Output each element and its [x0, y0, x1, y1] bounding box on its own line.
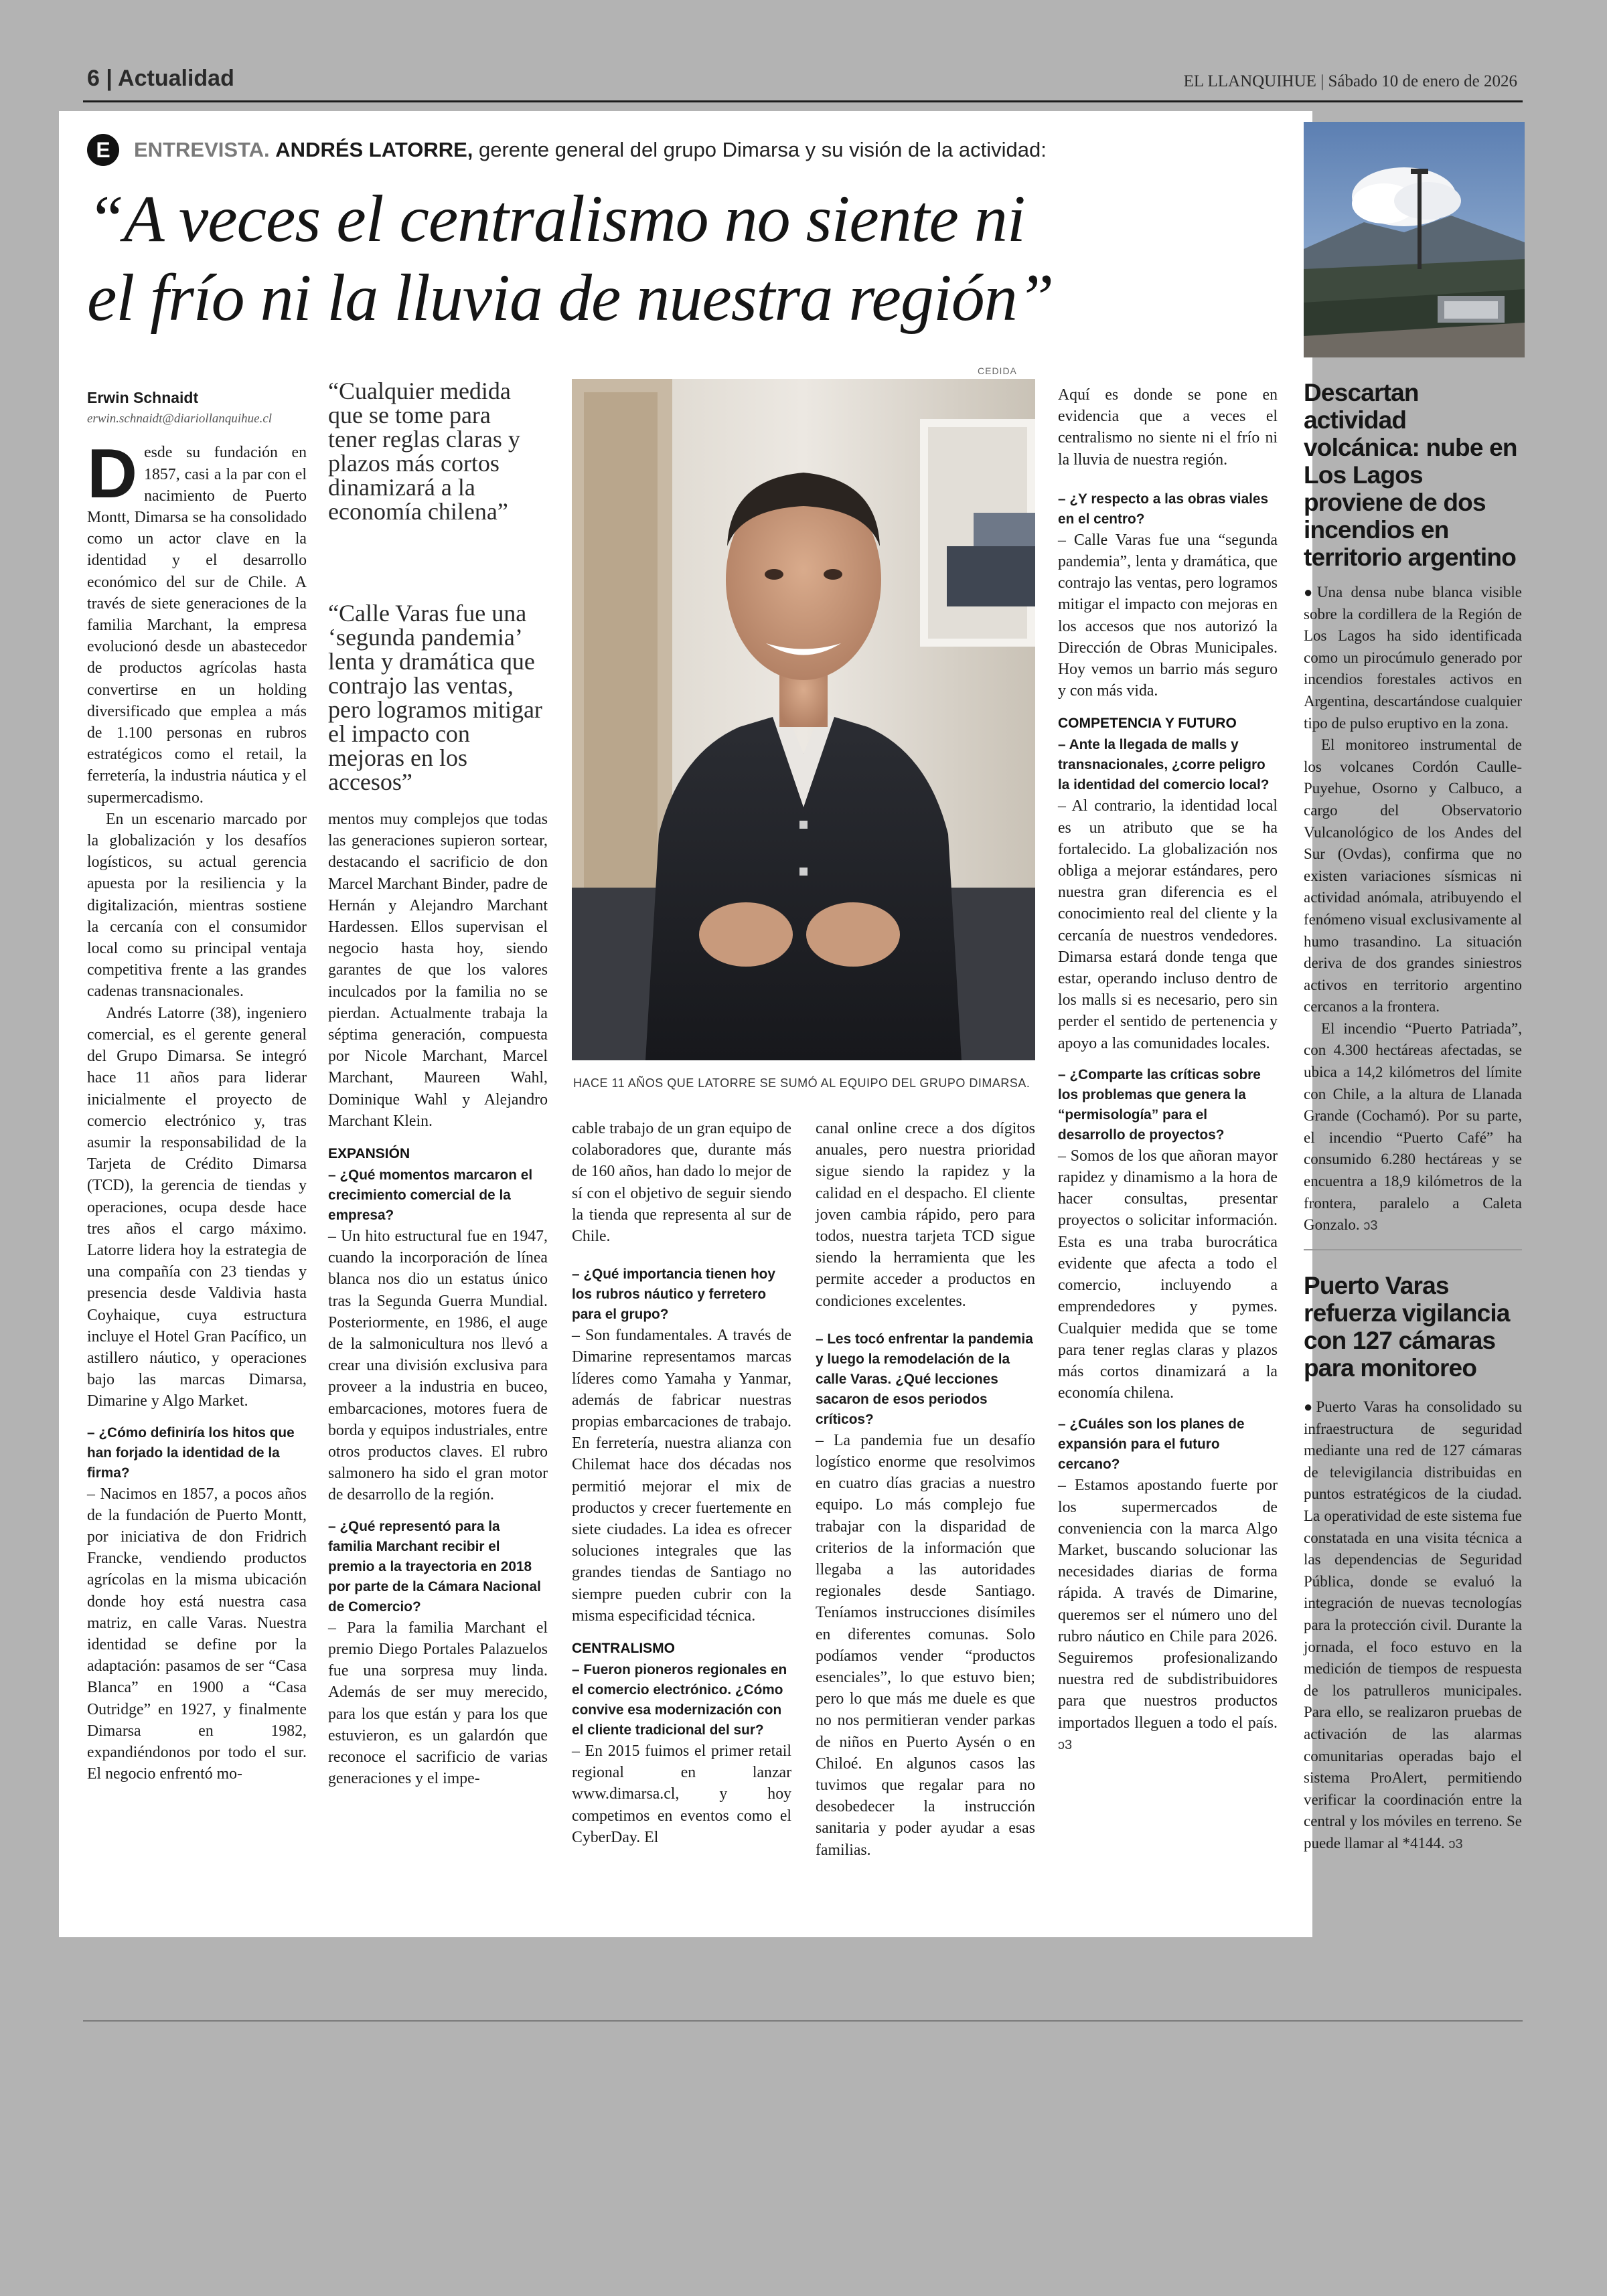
- article-kicker: [87, 133, 1259, 173]
- kicker-label: ENTREVISTA.: [134, 138, 270, 161]
- question: – ¿Y respecto a las obras viales en el centro?: [1058, 491, 1269, 527]
- header-rule: [83, 100, 1523, 102]
- kicker-name: ANDRÉS LATORRE,: [275, 138, 473, 161]
- sidebar-story-cameras: [1304, 1272, 1522, 1855]
- answer: – En 2015 fuimos el primer retail regional en lanzar www.dimarsa.cl, y hoy competimos en eventos como el CyberDay. El: [572, 1742, 791, 1846]
- answer: – Somos de los que añoran mayor rapidez y dinamismo a la hora de hacer consultas, presentar proyectos o solicitar información. Esta es una traba burocrática evidente que afecta a todo el comercio, incluyendo a emprendedores y pymes. Cualquier medida que se tome para tener reglas claras y plazos más cortos dinamizará a la economía chilena.: [1058, 1147, 1278, 1402]
- interview-badge-icon: E: [87, 134, 119, 166]
- end-mark-icon: ↄ3: [1448, 1836, 1463, 1852]
- question: – ¿Cómo definiría los hitos que han forjado la identidad de la firma?: [87, 1424, 295, 1481]
- interviewee-photo: [572, 379, 1035, 1060]
- question: – ¿Cuáles son los planes de expansión para el futuro cercano?: [1058, 1416, 1245, 1473]
- section-label: 6 | Actualidad: [87, 66, 234, 91]
- question: – ¿Comparte las críticas sobre los problemas que genera la “permisología” para el desarrollo de proyectos?: [1058, 1066, 1261, 1143]
- sidebar-lead-text: Una densa nube blanca visible sobre la cordillera de la Región de Los Lagos ha sido identificada como un pirocúmulo generado por incendios forestales activos en Argentina, descartándose cualquier tipo de pulso eruptivo en la zona.: [1304, 584, 1522, 732]
- pull-quote-1: “Cualquier medida que se tome para tener reglas claras y plazos más cortos dinamizará a la economía chilena”: [328, 378, 520, 525]
- question: – ¿Qué representó para la familia Marchant recibir el premio a la trayectoria en 2018 por parte de la Cámara Nacional de Comercio?: [328, 1518, 541, 1615]
- question: – Les tocó enfrentar la pandemia y luego la remodelación de la calle Varas. ¿Qué lecciones sacaron de esos periodos críticos?: [816, 1331, 1033, 1427]
- page-bottom-rule: [83, 2020, 1523, 2022]
- paragraph: Aquí es donde se pone en evidencia que a veces el centralismo no siente ni el frío ni la lluvia de nuestra región.: [1058, 386, 1278, 469]
- paragraph: En un escenario marcado por la globalización y los desafíos logísticos, su actual gerencia apuesta por la resiliencia y la digitalización, mientras sostiene la cercanía con el consumidor local como su principal ventaja competitiva frente a las grandes cadenas transnacionales.: [87, 810, 307, 1001]
- paragraph: Andrés Latorre (38), ingeniero comercial, es el gerente general del Grupo Dimarsa. Se integró hace 11 años para liderar inicialmente el proyecto de comercio electrónico y, tras asumir la responsabilidad de la Tarjeta de Crédito Dimarsa (TCD), la gerencia de tiendas y operaciones, ocupa desde hace tres años el cargo máximo. Latorre lidera hoy la estrategia de una compañía con 23 tiendas y presencia desde Valdivia hasta Coyhaique, cuya estructura incluye el Hotel Gran Pacífico, un astillero náutico, y operaciones bajo las marcas Dimarsa, Dimarine y Algo Market.: [87, 1004, 307, 1410]
- sidebar-headline: Descartan actividad volcánica: nube en Los Lagos proviene de dos incendios en territorio argentino: [1304, 379, 1517, 571]
- volcanic-cloud-photo-graphic: [1304, 122, 1525, 357]
- pull-quote-2: “Calle Varas fue una ‘segunda pandemia’ lenta y dramática que contrajo las ventas, pero logramos mitigar el impacto con mejoras en los accesos”: [328, 600, 542, 795]
- lead-text: esde su fundación en 1857, casi a la par con el nacimiento de Puerto Montt, Dimarsa se ha consolidado como un actor clave en la identidad y el desarrollo económico del sur de Chile. A través de siete generaciones de la familia Marchant, la empresa evolucionó desde un abastecedor de productos agrícolas hasta convertirse en un holding diversificado que emplea a más de 1.100 personas en rubros estratégicos como el retail, la ferretería, la industria náutica y el supermercadismo.: [87, 444, 307, 807]
- article-column-5: [1058, 384, 1278, 1756]
- question: – Fueron pioneros regionales en el comercio electrónico. ¿Cómo convive esa modernización con el cliente tradicional del sur?: [572, 1662, 787, 1738]
- answer: – Son fundamentales. A través de Dimarine representamos marcas líderes como Yamaha y Yanmar, además de fabricar nuestras propias embarcaciones de trabajo. En ferretería, nuestra alianza con Chilemat hace dos décadas nos permitió mejorar el mix de productos y crecer fuertemente en siete ciudades. La idea es ofrecer soluciones integrales que las grandes tiendas de Santiago no siempre pueden cubrir con la misma especificidad técnica.: [572, 1327, 791, 1625]
- byline-name: Erwin Schnaidt: [87, 389, 199, 406]
- sidebar-paragraph: [1304, 582, 1522, 734]
- article-column-4: [816, 1118, 1035, 1861]
- answer: – Para la familia Marchant el premio Diego Portales Palazuelos fue una sorpresa muy linda. Además de ser muy merecido, para los que están y para los que estuvieron, es un galardón que reconoce el sacrificio de varias generaciones y el impe-: [328, 1619, 548, 1788]
- kicker-text: [134, 138, 1047, 162]
- paragraph: canal online crece a dos dígitos anuales, pero nuestra prioridad sigue siendo la rapidez y la calidad en el despacho. El cliente joven cambia rápido, pero para todos, nuestra tarjeta TCD sigue siendo la herramienta que les permite acceder a productos en condiciones excelentes.: [816, 1120, 1035, 1310]
- photo-caption: HACE 11 AÑOS QUE LATORRE SE SUMÓ AL EQUIPO DEL GRUPO DIMARSA.: [573, 1076, 1030, 1090]
- page-header: [83, 64, 1523, 102]
- lead-paragraph: [87, 435, 307, 808]
- section-heading: EXPANSIÓN: [328, 1146, 410, 1162]
- article-column-2: [328, 809, 548, 1789]
- sidebar-headline: Puerto Varas refuerza vigilancia con 127 cámaras para monitoreo: [1304, 1272, 1510, 1382]
- headline-line-1: “A veces el centralismo no siente ni: [87, 181, 1025, 256]
- article-headline: [87, 179, 1292, 337]
- sidebar-body: [1304, 1396, 1522, 1855]
- bullet-icon: ●: [1304, 584, 1317, 600]
- drop-cap: D: [87, 435, 138, 513]
- answer: – Un hito estructural fue en 1947, cuando la incorporación de línea blanca nos dio un estatus único tras la Segunda Guerra Mundial. Posteriormente, en 1986, el auge de la salmonicultura nos llevó a crear una división exclusiva para proveer a la industria en buceo, embarcaciones, motores fuera de borda y equipos industriales, entre otros productos claves. El rubro salmonero ha sido el gran motor de desarrollo de la región.: [328, 1228, 548, 1504]
- interviewee-photo-graphic: [572, 379, 1035, 1060]
- volcanic-cloud-photo: [1304, 122, 1525, 357]
- question: – Ante la llegada de malls y transnacionales, ¿corre peligro la identidad del comercio local?: [1058, 737, 1270, 793]
- sidebar-paragraph: El monitoreo instrumental de los volcanes Cordón Caulle-Puyehue, Osorno y Calbuco, a cargo del Observatorio Vulcanológico de los Andes del Sur (Ovdas), confirma que no existen variaciones sísmicas ni actividad anómala, atribuyendo el fenómeno visual exclusivamente al humo trasandino. La situación deriva de dos grandes siniestros activos en territorio argentino cercanos a la frontera.: [1304, 736, 1522, 1015]
- article-column-3: [572, 1118, 791, 1848]
- answer-text: – Estamos apostando fuerte por los supermercados de conveniencia con la marca Algo Market, buscando solucionar las necesidades diarias de forma rápida. A través de Dimarine, queremos ser el número uno del rubro náutico en Chile para 2026. Seguiremos profesionalizando nuestra red de subdistribuidores para que nuestros productos importados lleguen a todo el país.: [1058, 1477, 1278, 1732]
- answer: – La pandemia fue un desafío logístico enorme que resolvimos en cuatro días gracias a nuestro equipo. Lo más complejo fue trabajar con la disparidad de criterios de la información que llegaba a las autoridades regionales desde Santiago. Teníamos instrucciones disímiles en diferentes comunas. Solo podíamos vender “productos esenciales”, lo que estuvo bien; pero lo que más me duele es que no nos permitieran vender parkas de niños en Puerto Aysén o en Chiloé. En algunos casos las tuvimos que regalar para no desobedecer la instrucción sanitaria y poder ayudar a esas familias.: [816, 1431, 1035, 1859]
- sidebar-lead-text: Puerto Varas ha consolidado su infraestructura de seguridad mediante una red de 127 cámaras de televigilancia distribuidas en puntos estratégicos de la ciudad. La operatividad de este sistema fue constatada en una visita técnica a las dependencias de Seguridad Pública, donde se evaluó la integración de nuevas tecnologías para la protección civil. Durante la jornada, el foco estuvo en la medición de tiempos de respuesta de los patrulleros municipales. Para ello, se realizaron pruebas de activación de las alarmas comunitarias operadas bajo el sistema ProAlert, permitiendo verificar la coordinación entre la central y los móviles en terreno. Se puede llamar al *4144.: [1304, 1398, 1523, 1852]
- sidebar-paragraph: [1304, 1018, 1522, 1237]
- sidebar-divider: [1304, 1249, 1522, 1250]
- question: – ¿Qué momentos marcaron el crecimiento comercial de la empresa?: [328, 1167, 533, 1224]
- question: – ¿Qué importancia tienen hoy los rubros náutico y ferretero para el grupo?: [572, 1266, 775, 1323]
- paragraph: cable trabajo de un gran equipo de colaboradores que, durante más de 160 años, han dado lo mejor de sí con el objetivo de seguir siendo la tienda que representa al sur de Chile.: [572, 1120, 791, 1246]
- answer: – Al contrario, la identidad local es un atributo que se ha fortalecido. La globalización nos obliga a mejorar estándares, pero nuestra gran diferencia es el conocimiento real del cliente y la cercanía de nuestros vendedores. Dimarsa estará donde tenga que estar, operando incluso dentro de los malls si es necesario, pero sin perder el sentido de pertenencia y apoyo a las comunidades locales.: [1058, 797, 1278, 1052]
- kicker-description: gerente general del grupo Dimarsa y su visión de la actividad:: [473, 138, 1047, 161]
- paragraph: mentos muy complejos que todas las generaciones supieron sortear, destacando el sacrificio de don Marcel Marchant Binder, padre de Hernán y Alejandro Marchant Hardessen. Ellos supervisan el negocio hasta hoy, siendo garantes de que los valores inculcados por la familia no se pierdan. Actualmente trabaja la séptima generación, compuesta por Nicole Marchant, Marcel Marchant, Maureen Wahl, Dominique Wahl y Alejandro Marchant Klein.: [328, 811, 548, 1130]
- end-mark-icon: ↄ3: [1363, 1218, 1378, 1234]
- article-column-1: [87, 387, 307, 1785]
- answer: [1058, 1475, 1278, 1756]
- photo-credit: CEDIDA: [978, 365, 1017, 376]
- sidebar-body: [1304, 582, 1522, 1237]
- headline-line-2: el frío ni la lluvia de nuestra región”: [87, 260, 1054, 335]
- sidebar-story-volcanic: [1304, 379, 1522, 1237]
- answer: – Calle Varas fue una “segunda pandemia”, lenta y dramática, que contrajo las ventas, pero logramos mitigar el impacto con mejoras en los accesos que nos autorizó la Dirección de Obras Municipales. Hoy vemos un barrio más seguro y con más vida.: [1058, 531, 1278, 700]
- bullet-icon: ●: [1304, 1398, 1316, 1415]
- byline-email: erwin.schnaidt@diariollanquihue.cl: [87, 412, 273, 426]
- sidebar-text: El incendio “Puerto Patriada”, con 4.300 hectáreas afectadas, se ubica a 14,2 kilómetros del límite con Chile, a la altura de Llanada Grande (Cochamó). Por su parte, el incendio “Puerto Café” ha consumido 6.280 hectáreas y se encuentra a 18,9 kilómetros de la frontera, paralelo a Caleta Gonzalo.: [1304, 1019, 1522, 1234]
- publication-date: EL LLANQUIHUE | Sábado 10 de enero de 2026: [1183, 72, 1517, 90]
- section-heading: CENTRALISMO: [572, 1641, 675, 1657]
- end-mark-icon: ↄ3: [1058, 1737, 1073, 1752]
- answer: – Nacimos en 1857, a pocos años de la fundación de Puerto Montt, por iniciativa de don Fridrich Francke, vendiendo productos agrícolas en la misma ubicación donde hoy está nuestra casa matriz, en calle Varas. Nuestra identidad se define por la adaptación: pasamos de ser “Casa Blanca” en 1900 a “Casa Outridge” en 1927, y finalmente Dimarsa en 1982, expandiéndonos por todo el sur. El negocio enfrentó mo-: [87, 1485, 307, 1783]
- sidebar-paragraph: [1304, 1396, 1522, 1855]
- section-heading: COMPETENCIA Y FUTURO: [1058, 716, 1237, 732]
